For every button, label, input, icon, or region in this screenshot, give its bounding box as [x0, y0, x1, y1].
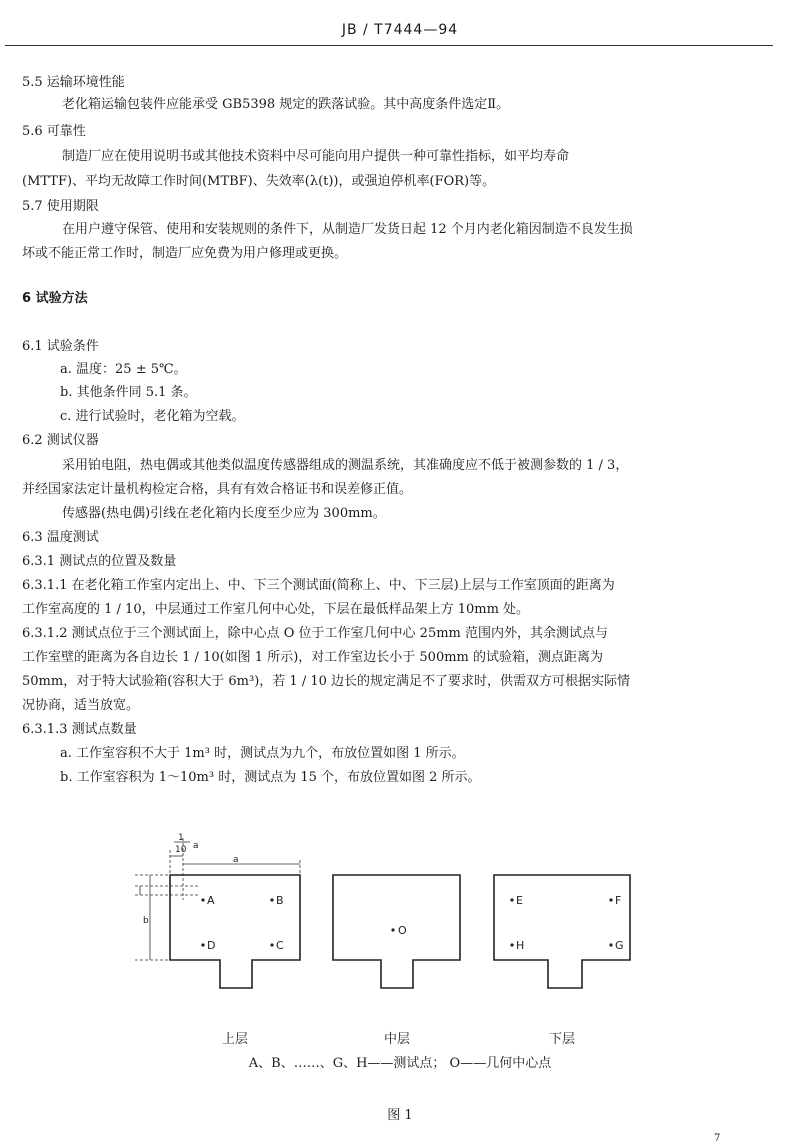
section-6-1-title: 6.1 试验条件: [22, 339, 99, 354]
upper-layer-outline: [170, 875, 300, 988]
section-5-7-body-line-1: 在用户遵守保管、使用和安装规则的条件下，从制造厂发货日起 12 个月内老化箱因制造不良发生损: [62, 222, 633, 237]
header-rule: [5, 45, 773, 46]
figure-1-diagram: [0, 820, 800, 1030]
section-6-1-item-c: c. 进行试验时，老化箱为空载。: [60, 409, 245, 424]
section-5-5-body: 老化箱运输包装件应能承受 GB5398 规定的跌落试验。其中高度条件选定Ⅱ。: [62, 97, 510, 112]
point-marker: [391, 928, 394, 931]
section-6-2-title: 6.2 测试仪器: [22, 433, 99, 448]
section-5-6-body-line-2: (MTTF)、平均无故障工作时间(MTBF)、失效率(λ(t))，或强迫停机率(FOR)等。: [22, 174, 496, 189]
point-marker: [270, 898, 273, 901]
section-6-3-1-2-line-2: 工作室壁的距离为各自边长 1 / 10(如图 1 所示)，对工作室边长小于 500mm 的试验箱，测点距离为: [22, 650, 604, 665]
point-label-d: D: [207, 939, 216, 952]
point-label-b: B: [276, 894, 284, 907]
section-6-3-1-2-line-3: 50mm，对于特大试验箱(容积大于 6m³)，若 1 / 10 边长的规定满足不了要求时，供需双方可根据实际情: [22, 674, 631, 689]
section-6-3-1-3-item-b: b. 工作室容积为 1～10m³ 时，测试点为 15 个，布放位置如图 2 所示。: [60, 770, 481, 785]
page-number: 7: [714, 1133, 721, 1144]
section-6-3-1-3-title: 6.3.1.3 测试点数量: [22, 722, 137, 737]
section-6-1-item-b: b. 其他条件同 5.1 条。: [60, 385, 197, 400]
dim-a-symbol: a: [233, 855, 239, 865]
point-label-c: C: [276, 939, 284, 952]
dim-fraction-numerator: 1: [178, 833, 184, 843]
middle-layer-outline: [333, 875, 460, 988]
point-marker: [201, 943, 204, 946]
upper-layer-label: 上层: [221, 1032, 248, 1047]
section-6-3-title: 6.3 温度测试: [22, 530, 99, 545]
point-label-f: F: [615, 894, 622, 907]
dim-b-symbol: b: [143, 916, 149, 926]
point-marker: [270, 943, 273, 946]
section-6-3-1-1-line-1: 6.3.1.1 在老化箱工作室内定出上、中、下三个测试面(简称上、中、下三层)上层与工作室顶面的距离为: [22, 578, 615, 593]
point-label-g: G: [615, 939, 624, 952]
point-label-a: A: [207, 894, 215, 907]
section-6-3-1-3-item-a: a. 工作室容积不大于 1m³ 时，测试点为九个，布放位置如图 1 所示。: [60, 746, 465, 761]
section-5-6-title: 5.6 可靠性: [22, 124, 86, 139]
section-6-2-body-line-1: 采用铂电阻，热电偶或其他类似温度传感器组成的测温系统，其准确度应不低于被测参数的 1 / 3，: [62, 458, 629, 473]
lower-layer-outline: [494, 875, 630, 988]
section-5-6-body-line-1: 制造厂应在使用说明书或其他技术资料中尽可能向用户提供一种可靠性指标，如平均寿命: [62, 149, 570, 164]
dim-fraction-denominator: 10: [175, 845, 187, 855]
section-6-2-body-line-2: 并经国家法定计量机构检定合格，具有有效合格证书和误差修正值。: [22, 482, 413, 497]
point-marker: [510, 898, 513, 901]
point-marker: [609, 898, 612, 901]
section-6-3-1-title: 6.3.1 测试点的位置及数量: [22, 554, 177, 569]
section-6-1-item-a: a. 温度：25 ± 5℃。: [60, 362, 187, 377]
standard-number-header: JB / T7444—94: [341, 22, 459, 38]
section-6-3-1-1-line-2: 工作室高度的 1 / 10，中层通过工作室几何中心处，下层在最低样品架上方 10mm 处。: [22, 602, 530, 617]
point-marker: [609, 943, 612, 946]
figure-title: 图 1: [387, 1108, 413, 1123]
point-label-o: O: [398, 924, 407, 937]
figure-caption: A、B、……、G、H——测试点； O——几何中心点: [248, 1056, 552, 1071]
point-marker: [510, 943, 513, 946]
section-5-7-title: 5.7 使用期限: [22, 199, 99, 214]
section-5-5-title: 5.5 运输环境性能: [22, 75, 125, 90]
point-marker: [201, 898, 204, 901]
section-6-title: 6 试验方法: [22, 291, 88, 306]
lower-layer-label: 下层: [548, 1032, 575, 1047]
middle-layer-label: 中层: [383, 1032, 410, 1047]
section-6-3-1-2-line-1: 6.3.1.2 测试点位于三个测试面上，除中心点 O 位于工作室几何中心 25mm 范围内外，其余测试点与: [22, 626, 608, 641]
point-label-e: E: [516, 894, 523, 907]
section-5-7-body-line-2: 坏或不能正常工作时，制造厂应免费为用户修理或更换。: [22, 246, 348, 261]
dim-a-symbol-top: a: [193, 841, 199, 851]
section-6-2-body-line-3: 传感器(热电偶)引线在老化箱内长度至少应为 300mm。: [62, 506, 386, 521]
point-label-h: H: [516, 939, 525, 952]
section-6-3-1-2-line-4: 况协商，适当放宽。: [22, 698, 140, 713]
